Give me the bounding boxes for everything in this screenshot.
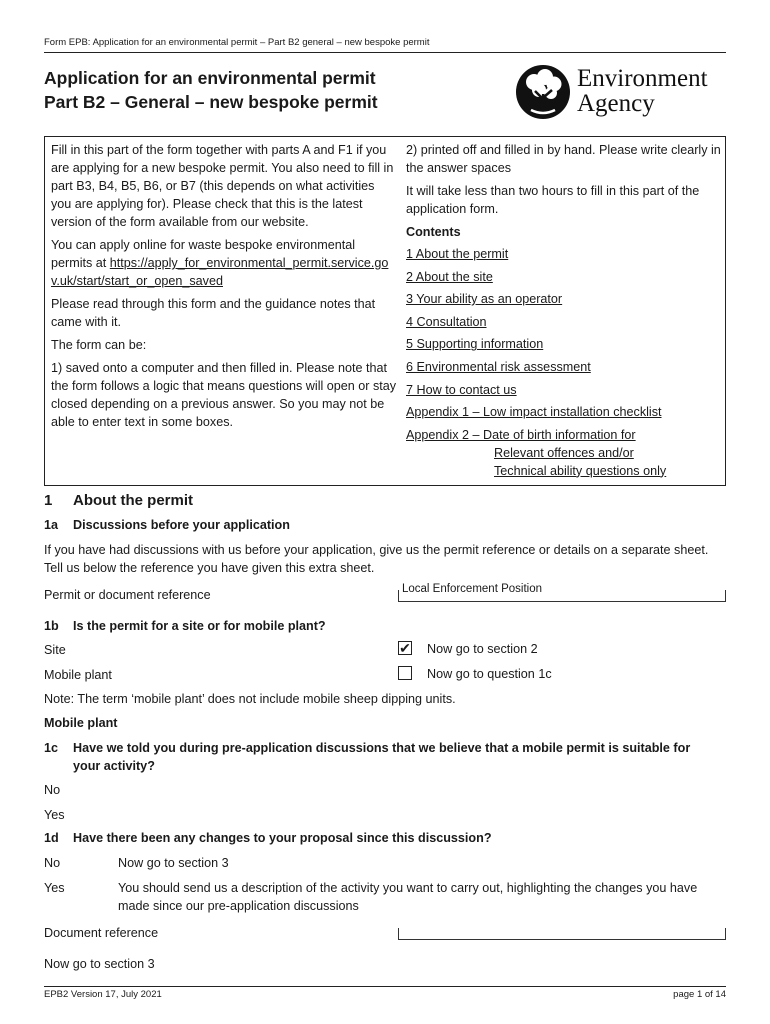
logo-word-2: Agency <box>577 90 655 117</box>
question-1d-no-option[interactable]: No <box>44 856 61 870</box>
contents-link[interactable]: 5 Supporting information <box>406 337 544 352</box>
question-number: 1d <box>44 831 59 845</box>
question-1a-heading <box>44 516 290 534</box>
running-header: Form EPB: Application for an environmental permit – Part B2 general – new bespoke permit <box>44 37 430 48</box>
contents-link[interactable]: 6 Environmental risk assessment <box>406 359 591 374</box>
mobile-plant-checkbox[interactable] <box>398 666 412 680</box>
site-checkbox[interactable]: ✔ <box>399 640 411 656</box>
question-1a-text: If you have had discussions with us before your application, give us the permit reference or details on a separate sheet. Tell us below the reference you have given this extra sheet. <box>44 543 709 575</box>
time-estimate-paragraph: It will take less than two hours to fill in this part of the application form. <box>406 184 700 216</box>
option-saved-paragraph: 1) saved onto a computer and then filled in. Please note that the form follows a logic that means questions will open or stay closed depending on a previous answer. So you may not be able to enter text in some boxes. <box>51 361 397 429</box>
question-title: Discussions before your application <box>73 518 290 532</box>
mobile-plant-note: Note: The term ‘mobile plant’ does not include mobile sheep dipping units. <box>44 692 456 706</box>
site-option-label: Site <box>44 643 66 657</box>
document-reference-field[interactable] <box>398 928 726 940</box>
form-version: EPB2 Version 17, July 2021 <box>44 989 162 1000</box>
question-title: Have we told you during pre-application discussions that we believe that a mobile permit is suitable for your activity? <box>73 741 691 773</box>
intro-box <box>44 136 726 486</box>
footer-divider <box>44 986 726 987</box>
document-reference-label: Document reference <box>44 926 159 940</box>
question-1d-yes-instructions: You should send us a description of the activity you want to carry out, highlighting the changes you have made since our pre-application discussions <box>118 881 698 913</box>
question-number: 1c <box>44 741 59 755</box>
question-title: Have there been any changes to your proposal since this discussion? <box>73 831 492 845</box>
question-1b-heading <box>44 617 326 635</box>
goto-section-3-text: Now go to section 3 <box>44 957 155 971</box>
section-title: About the permit <box>73 492 193 509</box>
intro-left-column <box>51 141 397 436</box>
question-1c-yes-option[interactable]: Yes <box>44 808 65 822</box>
section-number: 1 <box>44 492 53 509</box>
section-1-heading <box>44 492 193 509</box>
permit-reference-value[interactable]: Local Enforcement Position <box>402 583 542 595</box>
question-number: 1b <box>44 619 59 633</box>
mobile-plant-goto-text: Now go to question 1c <box>427 667 552 681</box>
question-number: 1a <box>44 518 59 532</box>
contents-link[interactable]: 1 About the permit <box>406 247 509 261</box>
contents-link[interactable]: 4 Consultation <box>406 314 487 329</box>
intro-right-column <box>406 141 721 480</box>
mobile-plant-option-label: Mobile plant <box>44 668 112 682</box>
question-1d-no-goto: Now go to section 3 <box>118 856 229 870</box>
guidance-paragraph: Please read through this form and the guidance notes that came with it. <box>51 297 376 329</box>
question-1c-no-option[interactable]: No <box>44 783 61 797</box>
contents-link[interactable]: 7 How to contact us <box>406 382 517 397</box>
tree-emblem-icon <box>515 64 571 120</box>
intro-paragraph: Fill in this part of the form together with parts A and F1 if you are applying for a new bespoke permit. You also need to fill in part B3, B4, B5, B6, or B7 (this depends on what activities you are applying for). Please check that this is the latest version of the form available from our website. <box>51 143 394 229</box>
environment-agency-logo <box>515 64 730 120</box>
contents-link[interactable]: 2 About the site <box>406 269 493 284</box>
question-1d-heading <box>44 829 492 847</box>
online-apply-text: You can apply online for waste bespoke environmental permits at <box>51 238 356 270</box>
online-apply-link[interactable]: https://apply_for_environmental_permit.service.gov.uk/start/start_or_open_saved <box>51 256 389 288</box>
mobile-plant-subheading: Mobile plant <box>44 716 118 730</box>
question-title: Is the permit for a site or for mobile plant? <box>73 619 326 633</box>
contents-list <box>406 245 721 480</box>
contents-link-continued[interactable]: Technical ability questions only <box>494 463 667 478</box>
contents-link[interactable]: 3 Your ability as an operator <box>406 292 563 307</box>
contents-link-continued[interactable]: Relevant offences and/or <box>494 445 634 460</box>
logo-word-1: Environment <box>577 65 708 92</box>
page-number: page 1 of 14 <box>673 989 726 1000</box>
header-divider <box>44 52 726 53</box>
logo-wordmark <box>577 66 708 116</box>
permit-reference-label: Permit or document reference <box>44 588 211 602</box>
contents-link[interactable]: Appendix 2 – Date of birth information for <box>406 427 636 442</box>
title-line-1: Application for an environmental permit <box>44 68 376 88</box>
contents-heading: Contents <box>406 225 461 239</box>
question-1d-yes-option[interactable]: Yes <box>44 881 65 895</box>
online-apply-paragraph <box>51 236 397 290</box>
contents-link[interactable]: Appendix 1 – Low impact installation checklist <box>406 405 662 420</box>
form-can-be-paragraph: The form can be: <box>51 338 147 352</box>
site-goto-text: Now go to section 2 <box>427 642 538 656</box>
question-1c-heading <box>44 739 713 775</box>
title-line-2: Part B2 – General – new bespoke permit <box>44 92 378 112</box>
page-title <box>44 66 378 114</box>
option-printed-paragraph: 2) printed off and filled in by hand. Please write clearly in the answer spaces <box>406 143 721 175</box>
